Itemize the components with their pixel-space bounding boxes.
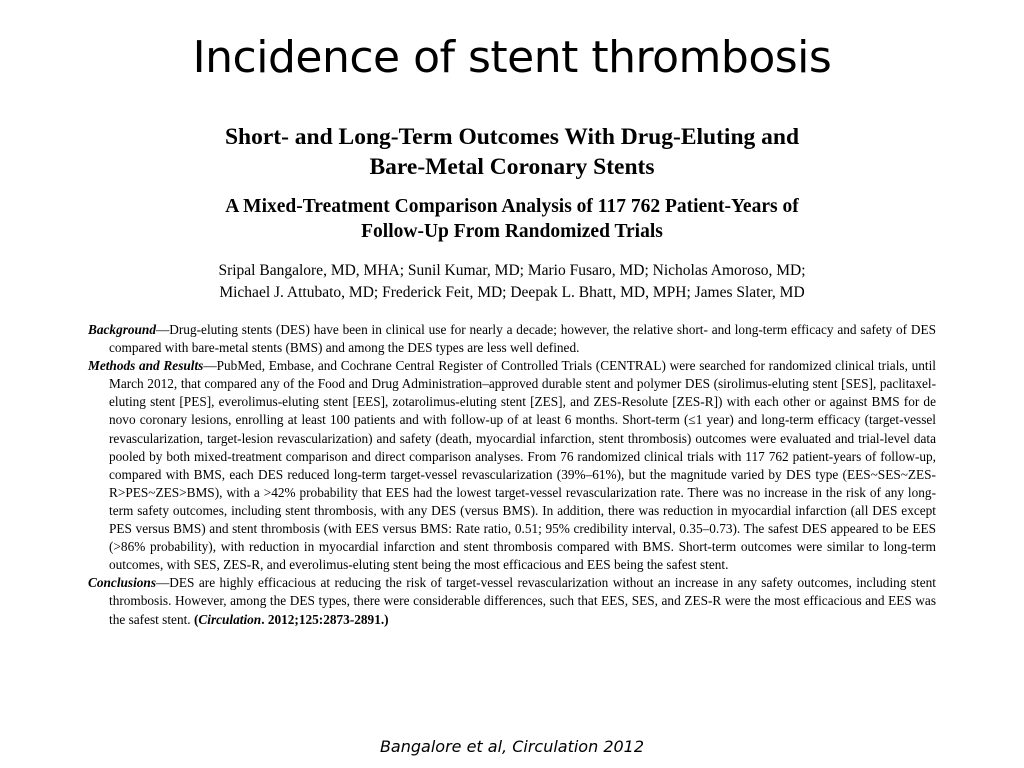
- paper-title-line: Short- and Long-Term Outcomes With Drug-Eluting and: [224, 124, 800, 150]
- conclusions-heading: Conclusions: [88, 575, 156, 591]
- abstract-background: [88, 321, 936, 357]
- methods-heading: Methods and Results: [88, 358, 204, 374]
- abstract-conclusions: [88, 574, 936, 628]
- paper-subtitle-line: Follow-Up From Randomized Trials: [361, 221, 663, 242]
- background-heading: Background: [88, 322, 156, 337]
- author-line: Sripal Bangalore, MD, MHA; Sunil Kumar, MD; Mario Fusaro, MD; Nicholas Amoroso, MD;: [218, 262, 806, 279]
- abstract-methods-results: [88, 357, 936, 574]
- citation-journal: Circulation: [198, 611, 262, 627]
- paper-excerpt: [88, 122, 936, 629]
- conclusions-text: —DES are highly efficacious at reducing the risk of target-vessel revascularization without an increase in any safety outcomes, including stent thrombosis. However, among the DES types, there were considerable differences, such that EES, SES, and ZES-R were the most efficacious and EES was the safest stent.: [109, 575, 936, 627]
- paper-title-line: Bare-Metal Coronary Stents: [369, 154, 655, 180]
- journal-citation: [194, 612, 389, 627]
- methods-text: —PubMed, Embase, and Cochrane Central Register of Controlled Trials (CENTRAL) were searched for randomized clinical trials, until March 2012, that compared any of the Food and Drug Administration–approved durable stent and polymer DES (sirolimus-eluting stent [SES], paclitaxel-eluting stent [PES], everolimus-eluting stent [EES], zotarolimus-eluting stent [ZES], and ZES-Resolute [ZES-R]) with each other or against BMS for de novo coronary lesions, enrolling at least 100 patients and with follow-up of at least 6 months. Short-term (≤1 year) and long-term efficacy (target-vessel revascularization, target-lesion revascularization) and safety (death, myocardial infarction, stent thrombosis) outcomes were evaluated and trial-level data pooled by both mixed-treatment comparison and direct comparison analyses. From 76 randomized clinical trials with 117 762 patient-years of follow-up, compared with BMS, each DES reduced long-term target-vessel revascularization (39%–61%), but the magnitude varied by DES type (EES~SES~ZES-R>PES~ZES>BMS), with a >42% probability that EES had the lowest target-vessel revascularization rate. There was no increase in the risk of any long-term safety outcomes, including stent thrombosis, with any DES (versus BMS). In addition, there was reduction in myocardial infarction (all DES except PES versus BMS) and stent thrombosis (with EES versus BMS: Rate ratio, 0.51; 95% credibility interval, 0.35–0.73). The safest DES appeared to be EES (>86% probability), with reduction in myocardial infarction and stent thrombosis compared with BMS. Short-term outcomes were similar to long-term outcomes, with SES, ZES-R, and everolimus-eluting stent being the most efficacious and EES being the safest stent.: [109, 358, 937, 573]
- paper-subtitle-line: A Mixed-Treatment Comparison Analysis of 117 762 Patient-Years of: [225, 196, 799, 217]
- author-list: [88, 260, 936, 304]
- citation-open: (: [193, 611, 199, 627]
- abstract: [88, 321, 936, 629]
- paper-subtitle: [88, 194, 936, 244]
- footer-citation: Bangalore et al, Circulation 2012: [379, 737, 645, 756]
- author-line: Michael J. Attubato, MD; Frederick Feit, MD; Deepak L. Bhatt, MD, MPH; James Slater, MD: [219, 284, 805, 301]
- slide-title: Incidence of stent thrombosis: [192, 32, 832, 83]
- background-text: —Drug-eluting stents (DES) have been in clinical use for nearly a decade; however, the relative short- and long-term efficacy and safety of DES compared with bare-metal stents (BMS) and among the DES types are less well defined.: [109, 322, 936, 356]
- citation-details: . 2012;125:2873-2891.): [261, 611, 389, 627]
- paper-title: [88, 122, 936, 182]
